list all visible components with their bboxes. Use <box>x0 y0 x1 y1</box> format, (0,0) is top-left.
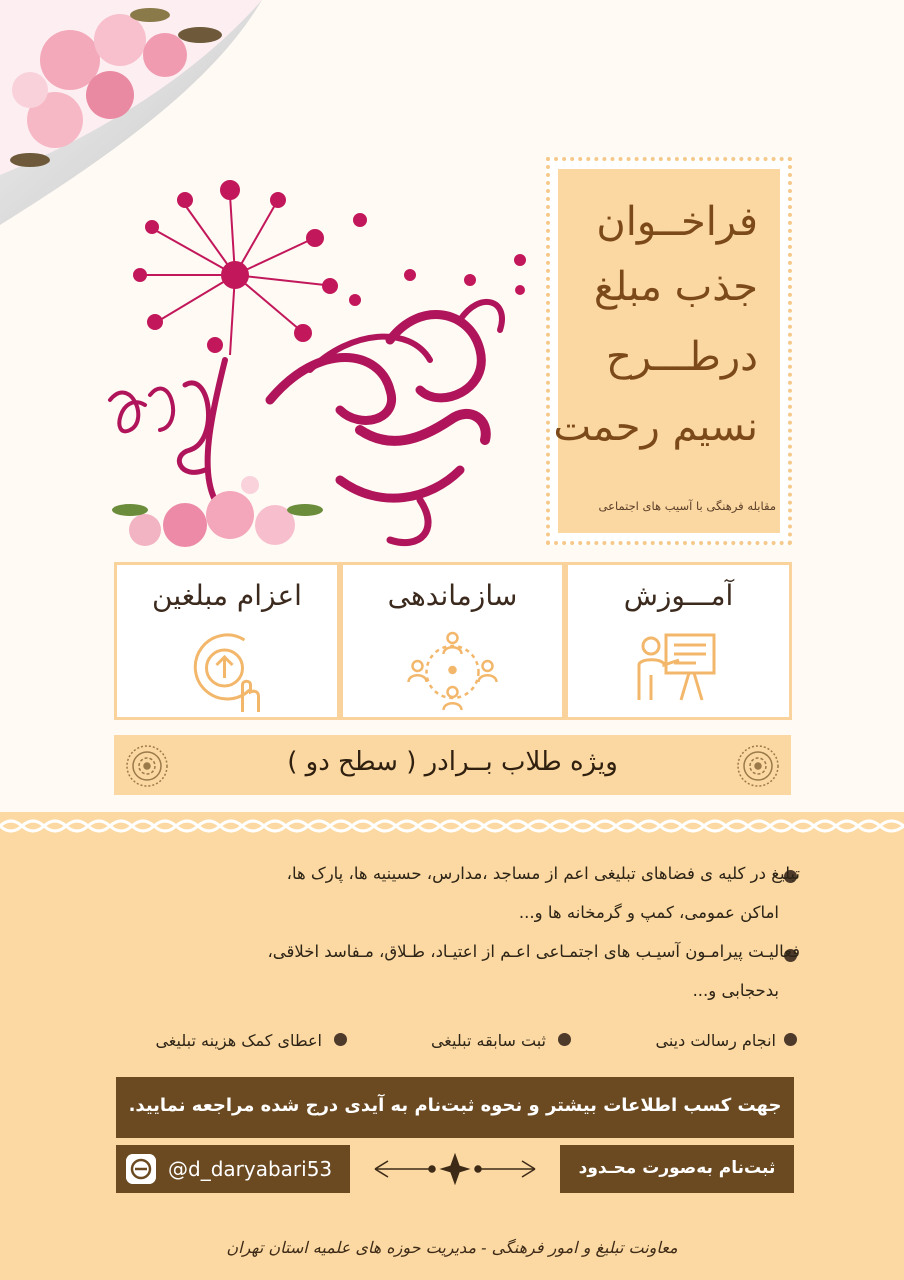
wave-divider <box>0 812 904 842</box>
flower-bouquet-icon <box>112 476 323 547</box>
chip-record: ثبت سابقه تبلیغی <box>430 1031 546 1050</box>
bullet-2-line-1: فعالیـت پیرامـون آسیـب های اجتمـاعی اعـم از اعتیـاد، طـلاق، مـفاسد اخلاقی، <box>267 942 800 961</box>
bullet-2-line-2: بدحجابی و... <box>692 981 779 1000</box>
rosette-ornament-icon <box>735 743 781 789</box>
bullet-dot <box>334 1033 347 1046</box>
limited-registration-badge <box>560 1145 794 1193</box>
bullet-1-line-1: تبلیغ در کلیه ی فضاهای تبلیغی اعم از مساجد ،مدارس، حسینیه ها، پارک ها، <box>286 864 800 883</box>
card-label: اعزام مبلغین <box>152 579 302 612</box>
social-handle-text[interactable]: @d_daryabari53 <box>168 1157 333 1181</box>
target-audience-banner <box>114 735 791 795</box>
chip-religious-mission: انجام رسالت دینی <box>655 1031 776 1050</box>
title-line-1: فراخــوان <box>596 199 758 245</box>
title-line-2: جذب مبلغ <box>593 264 758 310</box>
network-people-icon <box>405 630 500 715</box>
card-training <box>565 562 792 720</box>
bullet-1-line-2: اماکن عمومی، کمپ و گرمخانه ها و... <box>518 903 779 922</box>
card-label: سازماندهی <box>387 579 518 612</box>
eitaa-logo-icon <box>126 1154 156 1184</box>
bullet-dot <box>558 1033 571 1046</box>
info-banner <box>116 1077 794 1138</box>
tap-upload-icon <box>185 630 270 715</box>
social-handle-badge[interactable] <box>116 1145 350 1193</box>
tagline: مقابله فرهنگی با آسیب های اجتماعی <box>598 499 776 513</box>
info-text: جهت کسب اطلاعات بیشتر و نحوه ثبت‌نام به آیدی درج شده مراجعه نمایید. <box>128 1095 782 1116</box>
chip-allowance: اعطای کمک هزینه تبلیغی <box>155 1031 322 1050</box>
limited-registration-text: ثبت‌نام به‌صورت محـدود <box>578 1158 776 1178</box>
title-line-4: نسیم رحمت <box>553 404 758 450</box>
target-audience-text: ویژه طلاب بــرادر ( سطح دو ) <box>287 747 618 777</box>
title-inner <box>553 169 780 533</box>
bullet-dot <box>784 1033 797 1046</box>
card-label: آمـــوزش <box>623 579 734 612</box>
nasim-rahmat-calligraphy-logo <box>90 180 530 560</box>
card-dispatch <box>114 562 340 720</box>
title-box <box>546 157 792 545</box>
card-organizing <box>340 562 565 720</box>
divider-ornament-icon <box>370 1152 540 1186</box>
footer-credit: معاونت تبلیغ و امور فرهنگی - مدیریت حوزه های علمیه استان تهران <box>226 1238 678 1257</box>
title-line-3: درطـــرح <box>605 334 758 380</box>
teacher-icon <box>634 630 724 705</box>
